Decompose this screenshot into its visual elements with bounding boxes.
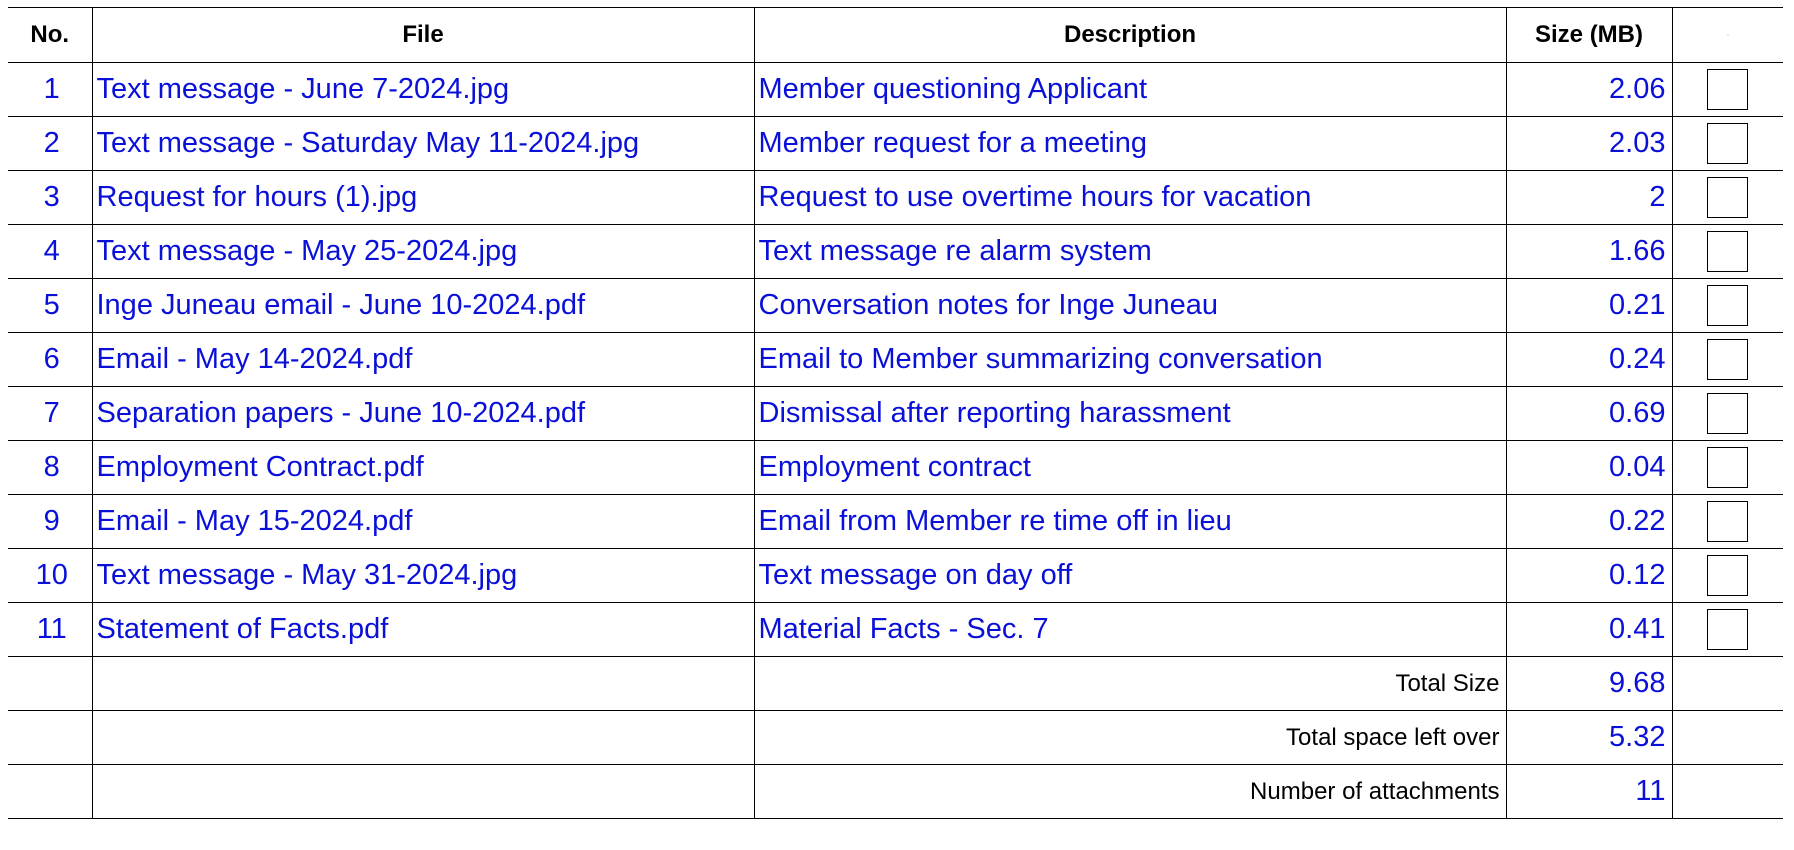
file-description: Conversation notes for Inge Juneau (754, 279, 1506, 333)
header-no: No. (8, 8, 92, 63)
file-description: Email to Member summarizing conversation (754, 333, 1506, 387)
checkbox-cell (1672, 279, 1783, 333)
file-description: Material Facts - Sec. 7 (754, 603, 1506, 657)
file-name: Text message - June 7-2024.jpg (92, 63, 754, 117)
file-name: Email - May 15-2024.pdf (92, 495, 754, 549)
space-left-value: 5.32 (1506, 711, 1672, 765)
table-row (8, 171, 1783, 225)
row-number: 2 (8, 117, 92, 171)
summary-row-total-size (8, 657, 1783, 711)
total-size-label: Total Size (754, 657, 1506, 711)
row-checkbox[interactable] (1707, 393, 1748, 434)
table-row (8, 279, 1783, 333)
row-checkbox[interactable] (1707, 285, 1748, 326)
header-size: Size (MB) (1506, 8, 1672, 63)
file-description: Email from Member re time off in lieu (754, 495, 1506, 549)
table-row (8, 117, 1783, 171)
row-checkbox[interactable] (1707, 177, 1748, 218)
file-name: Separation papers - June 10-2024.pdf (92, 387, 754, 441)
empty-cell (92, 765, 754, 819)
file-size: 0.12 (1506, 549, 1672, 603)
table-row (8, 333, 1783, 387)
file-size: 2.06 (1506, 63, 1672, 117)
table-row (8, 603, 1783, 657)
table-row (8, 387, 1783, 441)
empty-cell (8, 765, 92, 819)
file-description: Text message on day off (754, 549, 1506, 603)
checkbox-cell (1672, 117, 1783, 171)
file-size: 0.22 (1506, 495, 1672, 549)
empty-cell (8, 657, 92, 711)
attachment-count-label: Number of attachments (754, 765, 1506, 819)
checkbox-cell (1672, 333, 1783, 387)
row-checkbox[interactable] (1707, 231, 1748, 272)
row-number: 6 (8, 333, 92, 387)
row-checkbox[interactable] (1707, 555, 1748, 596)
file-name: Statement of Facts.pdf (92, 603, 754, 657)
row-number: 5 (8, 279, 92, 333)
checkbox-cell (1672, 549, 1783, 603)
total-size-value: 9.68 (1506, 657, 1672, 711)
header-check: - (1672, 8, 1783, 63)
row-checkbox[interactable] (1707, 339, 1748, 380)
empty-cell (1672, 711, 1783, 765)
checkbox-cell (1672, 441, 1783, 495)
file-description: Member request for a meeting (754, 117, 1506, 171)
file-description: Employment contract (754, 441, 1506, 495)
file-name: Employment Contract.pdf (92, 441, 754, 495)
attachments-table (8, 7, 1783, 819)
empty-cell (8, 711, 92, 765)
checkbox-cell (1672, 495, 1783, 549)
file-description: Request to use overtime hours for vacation (754, 171, 1506, 225)
file-size: 0.69 (1506, 387, 1672, 441)
row-number: 4 (8, 225, 92, 279)
file-name: Request for hours (1).jpg (92, 171, 754, 225)
row-number: 7 (8, 387, 92, 441)
empty-cell (1672, 765, 1783, 819)
row-checkbox[interactable] (1707, 447, 1748, 488)
table-row (8, 495, 1783, 549)
row-checkbox[interactable] (1707, 609, 1748, 650)
row-number: 10 (8, 549, 92, 603)
attachment-count-value: 11 (1506, 765, 1672, 819)
file-name: Inge Juneau email - June 10-2024.pdf (92, 279, 754, 333)
empty-cell (1672, 657, 1783, 711)
checkbox-cell (1672, 387, 1783, 441)
row-number: 8 (8, 441, 92, 495)
header-description: Description (754, 8, 1506, 63)
file-size: 0.04 (1506, 441, 1672, 495)
row-number: 3 (8, 171, 92, 225)
checkbox-cell (1672, 603, 1783, 657)
table-row (8, 549, 1783, 603)
file-description: Member questioning Applicant (754, 63, 1506, 117)
checkbox-cell (1672, 171, 1783, 225)
file-size: 0.24 (1506, 333, 1672, 387)
checkbox-cell (1672, 225, 1783, 279)
file-name: Text message - May 25-2024.jpg (92, 225, 754, 279)
file-size: 2.03 (1506, 117, 1672, 171)
row-number: 1 (8, 63, 92, 117)
space-left-label: Total space left over (754, 711, 1506, 765)
row-checkbox[interactable] (1707, 69, 1748, 110)
summary-row-space-left (8, 711, 1783, 765)
file-size: 2 (1506, 171, 1672, 225)
file-description: Dismissal after reporting harassment (754, 387, 1506, 441)
file-description: Text message re alarm system (754, 225, 1506, 279)
file-size: 0.21 (1506, 279, 1672, 333)
empty-cell (92, 711, 754, 765)
row-number: 11 (8, 603, 92, 657)
file-size: 0.41 (1506, 603, 1672, 657)
file-name: Text message - May 31-2024.jpg (92, 549, 754, 603)
attachments-sheet (8, 7, 1783, 819)
header-row (8, 8, 1783, 63)
header-file: File (92, 8, 754, 63)
empty-cell (92, 657, 754, 711)
summary-row-attachment-count (8, 765, 1783, 819)
file-name: Email - May 14-2024.pdf (92, 333, 754, 387)
table-row (8, 441, 1783, 495)
checkbox-cell (1672, 63, 1783, 117)
row-checkbox[interactable] (1707, 123, 1748, 164)
file-name: Text message - Saturday May 11-2024.jpg (92, 117, 754, 171)
row-number: 9 (8, 495, 92, 549)
table-row (8, 225, 1783, 279)
table-row (8, 63, 1783, 117)
file-size: 1.66 (1506, 225, 1672, 279)
row-checkbox[interactable] (1707, 501, 1748, 542)
